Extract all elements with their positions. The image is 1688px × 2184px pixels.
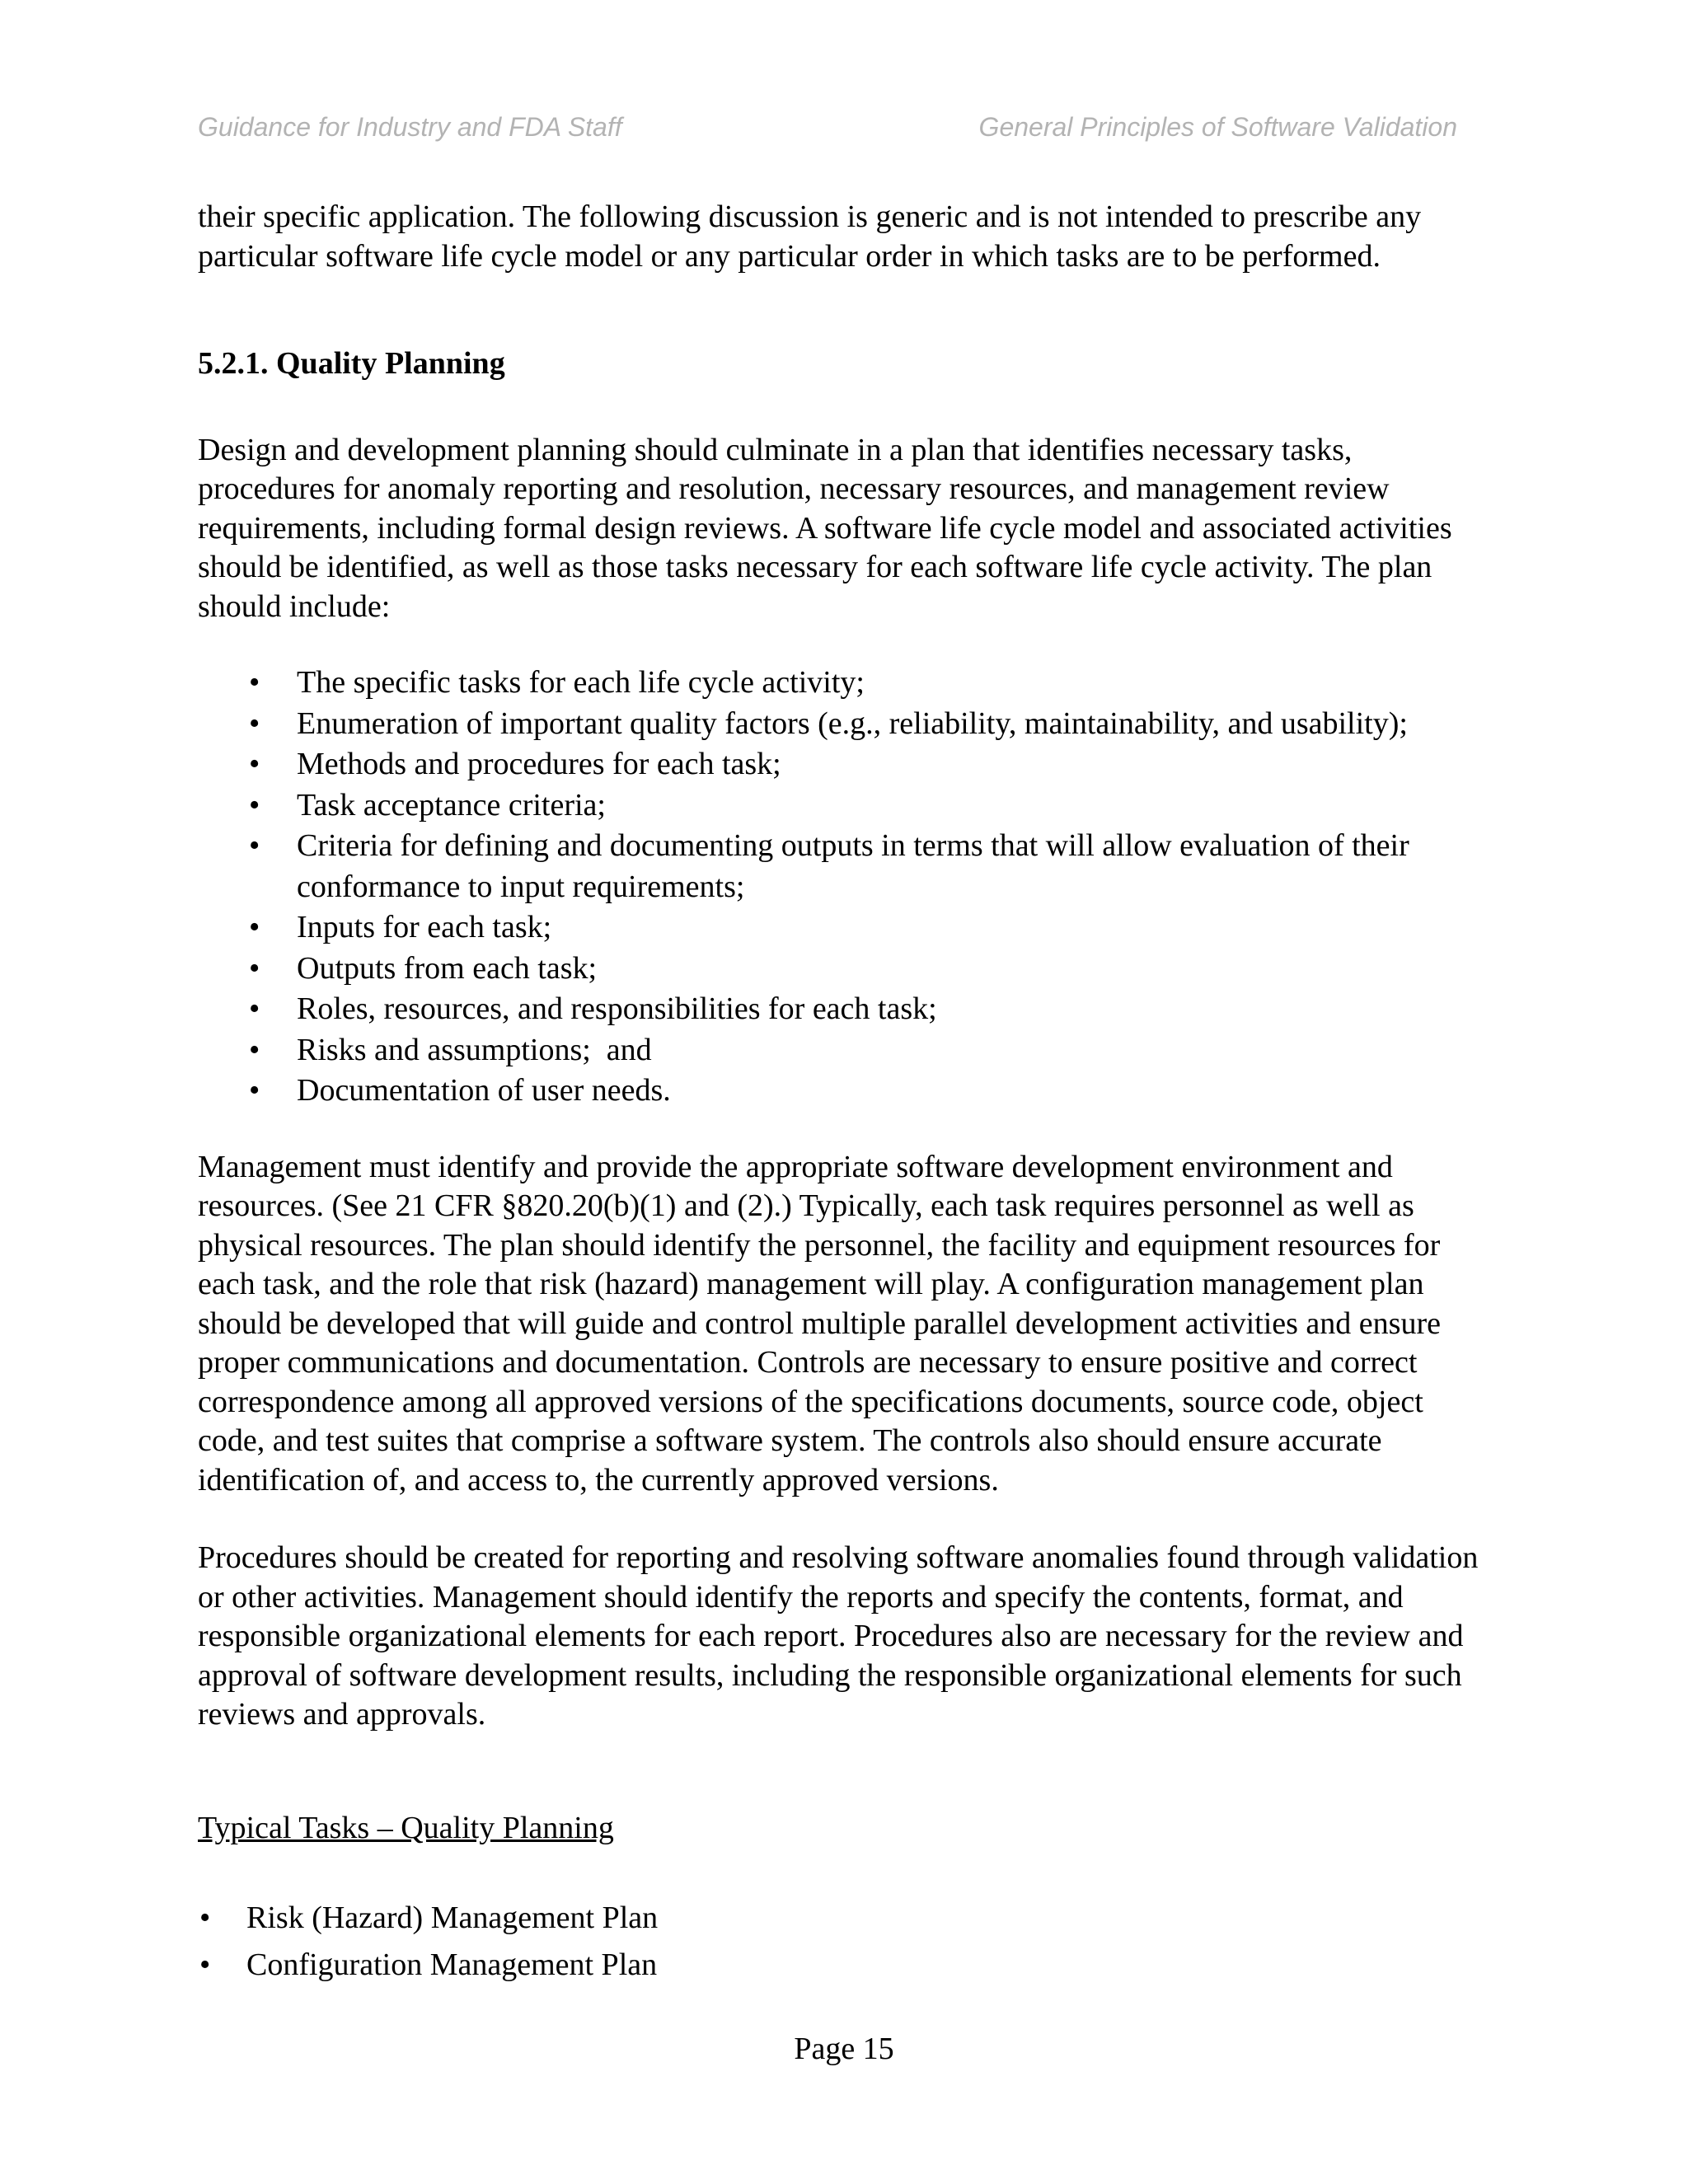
page-content xyxy=(198,198,1484,1989)
management-paragraph: Management must identify and provide the appropriate software development environment and resources. (See 21 CFR §820.20(b)(1) and (2).) Typically, each task requires personnel as well as physical resources. The plan should identify the personnel, the facility and equipment resources for each task, and the role that risk (hazard) management will play. A configuration management plan should be developed that will guide and control multiple parallel development activities and ensure proper communications and documentation. Controls are necessary to ensure positive and correct correspondence among all approved versions of the specifications documents, source code, object code, and test suites that comprise a software system. The controls also should ensure accurate identification of, and access to, the currently approved versions. xyxy=(198,1149,1441,1497)
list-item xyxy=(198,744,1484,785)
list-item xyxy=(198,1030,1484,1071)
bullet-icon: • xyxy=(249,910,260,944)
typical-tasks-list xyxy=(198,1895,1484,1989)
list-item xyxy=(198,826,1484,907)
header-document-title: Guidance for Industry and FDA Staff xyxy=(198,112,622,142)
intro-paragraph: their specific application. The following discussion is generic and is not intended to prescribe any particular software life cycle model or any particular order in which tasks are to be performed. xyxy=(198,199,1422,274)
bullet-icon: • xyxy=(249,1032,260,1067)
list-item xyxy=(198,704,1484,745)
list-item-text: Enumeration of important quality factors (e.g., reliability, maintainability, and usability); xyxy=(297,705,1408,741)
header-document-subject: General Principles of Software Validation xyxy=(978,112,1457,142)
list-item-text: Methods and procedures for each task; xyxy=(297,747,781,781)
bullet-icon: • xyxy=(199,1947,211,1982)
list-item-text: Inputs for each task; xyxy=(297,910,552,944)
procedures-paragraph: Procedures should be created for reporting and resolving software anomalies found through validation or other activities. Management should identify the reports and specify the contents, format, and responsible organizational elements for each report. Procedures also are necessary for the review and approval of software development results, including the responsible organizational elements for such reviews and approvals. xyxy=(198,1540,1479,1732)
bullet-icon: • xyxy=(249,787,260,823)
list-item-text: Criteria for defining and documenting outputs in terms that will allow evaluation of their conformance to input requirements; xyxy=(297,828,1409,904)
list-item xyxy=(198,1895,1484,1942)
bullet-icon: • xyxy=(249,705,260,741)
list-item xyxy=(198,949,1484,990)
list-item-text: Risk (Hazard) Management Plan xyxy=(246,1900,659,1935)
list-item-text: Documentation of user needs. xyxy=(297,1073,671,1108)
running-header xyxy=(198,110,1457,143)
list-item xyxy=(198,989,1484,1030)
list-item-text: Outputs from each task; xyxy=(297,950,598,986)
typical-tasks-title: Typical Tasks – Quality Planning xyxy=(198,1810,614,1845)
list-item xyxy=(198,1071,1484,1112)
page-number: Page 15 xyxy=(794,2032,894,2066)
bullet-icon: • xyxy=(249,747,260,781)
plan-contents-list xyxy=(198,663,1484,1112)
bullet-icon: • xyxy=(249,950,260,986)
bullet-icon: • xyxy=(199,1900,211,1935)
list-item xyxy=(198,1942,1484,1989)
list-item-text: Roles, resources, and responsibilities for each task; xyxy=(297,991,937,1026)
list-item xyxy=(198,663,1484,704)
design-planning-paragraph: Design and development planning should culminate in a plan that identifies necessary tasks, procedures for anomaly reporting and resolution, necessary resources, and management review requirements, including formal design reviews. A software life cycle model and associated activities should be identified, as well as those tasks necessary for each software life cycle activity. The plan should include: xyxy=(198,432,1452,624)
list-item-text: Task acceptance criteria; xyxy=(297,787,606,823)
bullet-icon: • xyxy=(249,1073,260,1108)
bullet-icon: • xyxy=(249,828,260,863)
section-heading: 5.2.1. Quality Planning xyxy=(198,346,505,381)
bullet-icon: • xyxy=(249,665,260,700)
bullet-icon: • xyxy=(249,991,260,1026)
list-item-text: Risks and assumptions; and xyxy=(297,1032,652,1067)
list-item xyxy=(198,785,1484,827)
list-item-text: The specific tasks for each life cycle activity; xyxy=(297,665,865,700)
list-item xyxy=(198,907,1484,949)
list-item-text: Configuration Management Plan xyxy=(246,1947,658,1982)
